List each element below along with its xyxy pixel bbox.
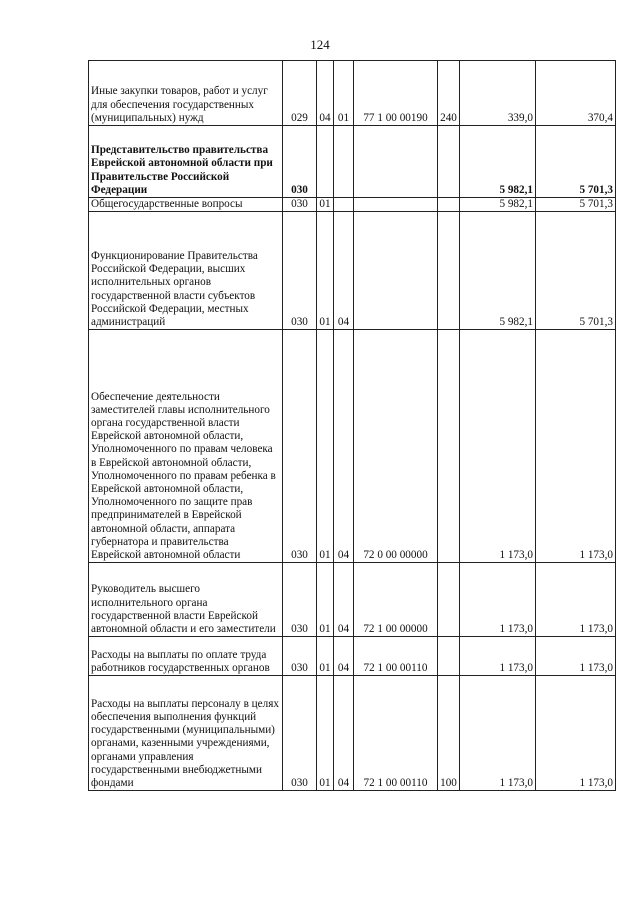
target-article-cell: 77 1 00 00190: [354, 61, 438, 126]
expense-name-cell: Представительство правительства Еврейской автономной области при Правительстве Российской Федерации: [89, 126, 283, 198]
amount-year1-cell: 1 173,0: [460, 330, 536, 563]
target-article-cell: 72 1 00 00000: [354, 563, 438, 637]
expense-type-cell: [438, 198, 460, 212]
subsection-code-cell: [334, 198, 354, 212]
department-code-cell: 030: [283, 212, 317, 330]
table-row: [89, 198, 616, 212]
expense-type-cell: 240: [438, 61, 460, 126]
subsection-code-cell: 01: [334, 61, 354, 126]
expense-name-cell: Иные закупки товаров, работ и услуг для обеспечения государственных (муниципальных) нужд: [89, 61, 283, 126]
table-row: [89, 212, 616, 330]
subsection-code-cell: 04: [334, 563, 354, 637]
target-article-cell: 72 1 00 00110: [354, 676, 438, 791]
amount-year1-cell: 5 982,1: [460, 198, 536, 212]
table-row: [89, 637, 616, 676]
expense-type-cell: [438, 563, 460, 637]
section-code-cell: 01: [317, 198, 334, 212]
section-code-cell: 01: [317, 676, 334, 791]
target-article-cell: 72 0 00 00000: [354, 330, 438, 563]
section-code-cell: 01: [317, 212, 334, 330]
section-code-cell: 01: [317, 637, 334, 676]
expense-type-cell: 100: [438, 676, 460, 791]
budget-table: [88, 60, 616, 791]
amount-year1-cell: 1 173,0: [460, 563, 536, 637]
department-code-cell: 030: [283, 563, 317, 637]
section-code-cell: 04: [317, 61, 334, 126]
page-number: 124: [310, 37, 330, 52]
table-body: [89, 61, 616, 791]
department-code-cell: 029: [283, 61, 317, 126]
amount-year1-cell: 339,0: [460, 61, 536, 126]
expense-type-cell: [438, 637, 460, 676]
amount-year2-cell: 1 173,0: [536, 563, 616, 637]
expense-type-cell: [438, 126, 460, 198]
section-code-cell: 01: [317, 563, 334, 637]
target-article-cell: [354, 212, 438, 330]
amount-year2-cell: 1 173,0: [536, 676, 616, 791]
amount-year1-cell: 5 982,1: [460, 126, 536, 198]
expense-name-cell: Функционирование Правительства Российской Федерации, высших исполнительных органов государственной власти субъектов Российской Федерации, местных администраций: [89, 212, 283, 330]
amount-year2-cell: 1 173,0: [536, 637, 616, 676]
table-row: [89, 61, 616, 126]
expense-name-cell: Общегосударственные вопросы: [89, 198, 283, 212]
expense-type-cell: [438, 212, 460, 330]
subsection-code-cell: 04: [334, 637, 354, 676]
expense-name-cell: Обеспечение деятельности заместителей главы исполнительного органа государственной власти Еврейской автономной области, Уполномоченного по правам человека в Еврейской автономной области, Уполномоченного по правам ребенка в Еврейской автономной области, Уполномоченного по защите прав предпринимателей в Еврейской автономной области, аппарата губернатора и правительства Еврейской автономной области: [89, 330, 283, 563]
amount-year2-cell: 370,4: [536, 61, 616, 126]
target-article-cell: [354, 198, 438, 212]
department-code-cell: 030: [283, 330, 317, 563]
amount-year1-cell: 1 173,0: [460, 637, 536, 676]
table-row: [89, 676, 616, 791]
department-code-cell: 030: [283, 676, 317, 791]
subsection-code-cell: 04: [334, 330, 354, 563]
expense-name-cell: Расходы на выплаты персоналу в целях обеспечения выполнения функций государственными (муниципальными) органами, казенными учреждениями, органами управления государственными внебюджетными фондами: [89, 676, 283, 791]
target-article-cell: [354, 126, 438, 198]
subsection-code-cell: 04: [334, 212, 354, 330]
amount-year1-cell: 5 982,1: [460, 212, 536, 330]
amount-year2-cell: 5 701,3: [536, 126, 616, 198]
expense-name-cell: Расходы на выплаты по оплате труда работников государственных органов: [89, 637, 283, 676]
amount-year2-cell: 1 173,0: [536, 330, 616, 563]
table-row: [89, 126, 616, 198]
subsection-code-cell: [334, 126, 354, 198]
section-code-cell: [317, 126, 334, 198]
table-row: [89, 563, 616, 637]
expense-name-cell: Руководитель высшего исполнительного органа государственной власти Еврейской автономной области и его заместители: [89, 563, 283, 637]
amount-year1-cell: 1 173,0: [460, 676, 536, 791]
subsection-code-cell: 04: [334, 676, 354, 791]
department-code-cell: 030: [283, 126, 317, 198]
amount-year2-cell: 5 701,3: [536, 198, 616, 212]
table-row: [89, 330, 616, 563]
expense-type-cell: [438, 330, 460, 563]
department-code-cell: 030: [283, 637, 317, 676]
department-code-cell: 030: [283, 198, 317, 212]
target-article-cell: 72 1 00 00110: [354, 637, 438, 676]
amount-year2-cell: 5 701,3: [536, 212, 616, 330]
section-code-cell: 01: [317, 330, 334, 563]
